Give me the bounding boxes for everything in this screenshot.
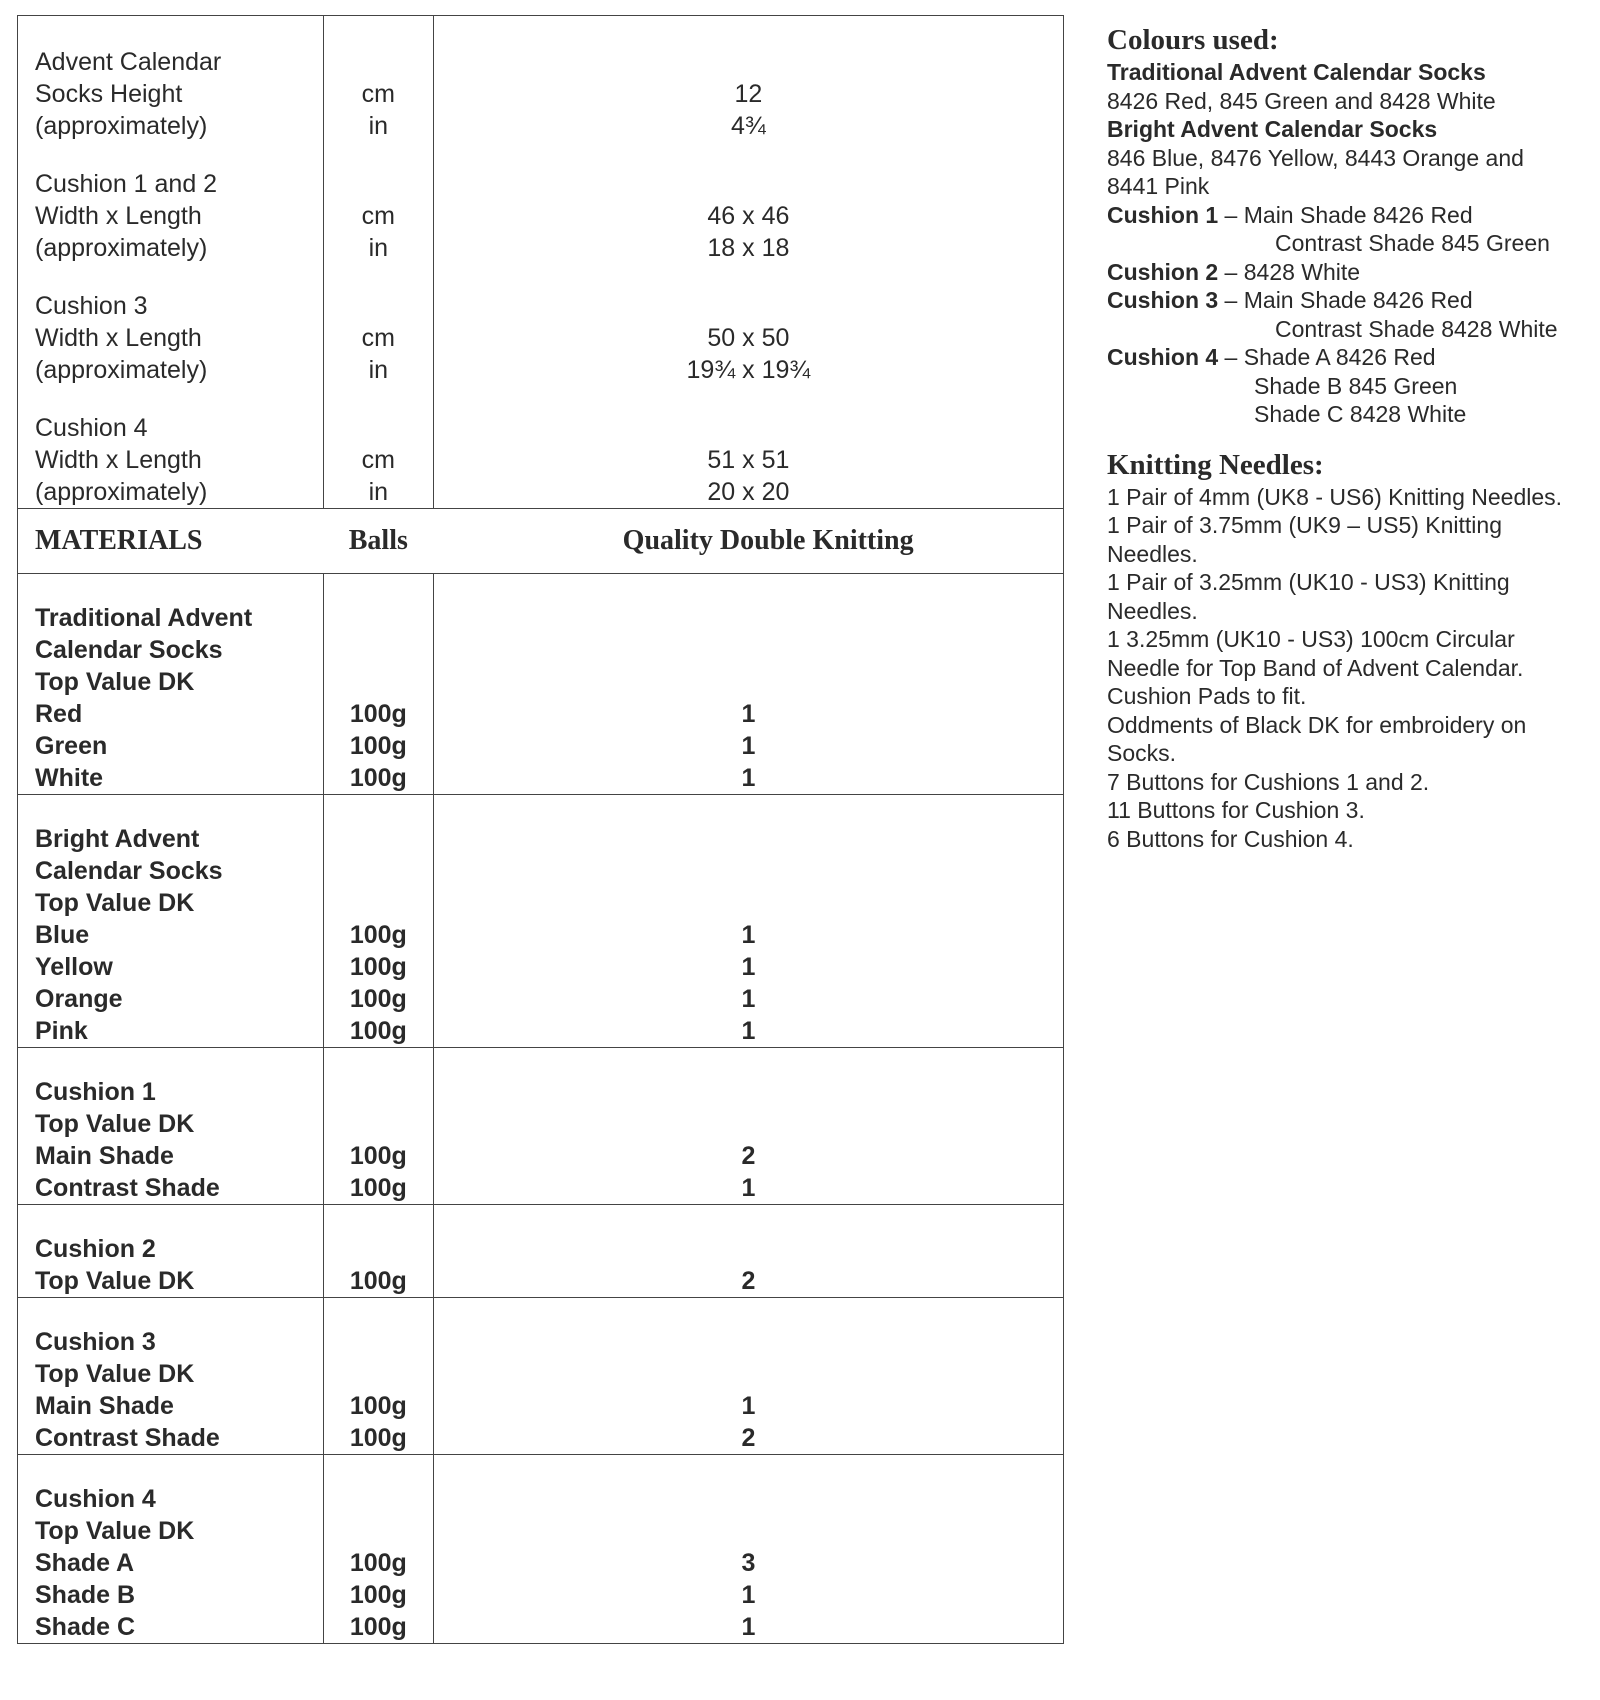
material-weight-cell — [323, 1048, 433, 1205]
unit-in: in — [368, 356, 389, 384]
material-group-title: Bright Advent — [35, 825, 200, 853]
material-item-name: Orange — [35, 985, 123, 1013]
materials-section — [18, 574, 1064, 1644]
material-group-title: Top Value DK — [35, 1110, 195, 1138]
materials-header: MATERIALS — [18, 509, 324, 574]
cushion3-main: – Main Shade 8426 Red — [1218, 287, 1473, 313]
material-item-qty: 1 — [741, 921, 756, 949]
measurement-cm: 12 — [734, 80, 763, 108]
material-item-name: Blue — [35, 921, 90, 949]
material-item-qty: 2 — [741, 1424, 756, 1452]
cushion4-colours — [1107, 343, 1597, 372]
traditional-colours: 8426 Red, 845 Green and 8428 White — [1107, 87, 1496, 114]
spacer — [434, 1076, 1063, 1108]
measurement-row — [18, 142, 1064, 264]
material-group-title: Top Value DK — [35, 1517, 195, 1545]
cell-wrap — [434, 1298, 1063, 1454]
needle-line: 1 Pair of 3.75mm (UK9 – US5) Knitting — [1107, 512, 1502, 538]
measurement-in: 20 x 20 — [707, 478, 790, 506]
spacer — [324, 1358, 433, 1390]
balls-header: Balls — [323, 509, 433, 574]
measurement-label: Cushion 1 and 2 — [35, 170, 218, 198]
unit-cm: cm — [361, 80, 395, 108]
material-item-qty: 1 — [741, 985, 756, 1013]
cushion2-colours — [1107, 258, 1597, 287]
material-item-name: Red — [35, 700, 83, 728]
needle-line: Oddments of Black DK for embroidery on — [1107, 711, 1527, 738]
cushion3-label: Cushion 3 — [1107, 287, 1219, 313]
material-item-weight: 100g — [349, 700, 407, 728]
material-group-title: Top Value DK — [35, 1360, 195, 1388]
cushion4-shade-a: – Shade A 8426 Red — [1218, 344, 1436, 370]
materials-header-row — [18, 509, 1064, 574]
material-group-title: Cushion 2 — [35, 1235, 156, 1263]
material-qty-cell — [433, 1455, 1063, 1644]
needle-line: 1 Pair of 3.25mm (UK10 - US3) Knitting — [1107, 569, 1510, 595]
spacer — [324, 666, 433, 698]
material-item-name: Green — [35, 732, 108, 760]
material-group — [18, 1455, 1064, 1644]
material-item-qty: 1 — [741, 732, 756, 760]
material-qty-cell — [433, 574, 1063, 795]
needle-line: 1 Pair of 4mm (UK8 - US6) Knitting Needles. — [1107, 483, 1563, 510]
measurements-section — [18, 16, 1064, 509]
cell-wrap — [35, 795, 323, 1047]
material-name-cell — [18, 1205, 324, 1298]
material-item-name: Shade A — [35, 1549, 135, 1577]
material-item-name: Main Shade — [35, 1142, 174, 1170]
material-group — [18, 795, 1064, 1048]
material-item-name: Contrast Shade — [35, 1174, 220, 1202]
needle-line: 7 Buttons for Cushions 1 and 2. — [1107, 768, 1430, 795]
unit-in: in — [368, 112, 389, 140]
material-qty-cell — [433, 1298, 1063, 1455]
material-item-qty: 1 — [741, 764, 756, 792]
spacer — [324, 1233, 433, 1265]
material-group-title: Cushion 3 — [35, 1328, 156, 1356]
material-name-cell — [18, 1298, 324, 1455]
cushion1-main: – Main Shade 8426 Red — [1218, 201, 1473, 228]
spacer — [434, 634, 1063, 666]
measurement-label: (approximately) — [35, 112, 208, 140]
spacer — [434, 1515, 1063, 1547]
cushion1-contrast: Contrast Shade 845 Green — [1275, 230, 1550, 256]
material-item-weight: 100g — [349, 1549, 407, 1577]
material-item-qty: 1 — [741, 1174, 756, 1202]
measurement-value-cell — [433, 16, 1063, 143]
needle-line: 11 Buttons for Cushion 3. — [1107, 797, 1365, 823]
measurement-value-cell — [433, 142, 1063, 264]
material-item-qty: 1 — [741, 1581, 756, 1609]
spacer — [324, 1326, 433, 1358]
spacer — [324, 887, 433, 919]
needle-line: Needle for Top Band of Advent Calendar. — [1107, 654, 1524, 681]
material-item-weight: 100g — [349, 1581, 407, 1609]
material-group-title: Calendar Socks — [35, 857, 223, 885]
measurement-label: (approximately) — [35, 356, 208, 384]
cushion1-label: Cushion 1 — [1107, 201, 1219, 228]
spacer — [324, 1108, 433, 1140]
material-item-name: Pink — [35, 1017, 88, 1045]
cell-wrap — [324, 1048, 433, 1204]
needles-heading: Knitting Needles: — [1107, 448, 1324, 481]
unit-cell — [323, 264, 433, 386]
material-item-name: Main Shade — [35, 1392, 174, 1420]
spacer — [434, 666, 1063, 698]
material-weight-cell — [323, 574, 433, 795]
cell-wrap — [324, 1455, 433, 1643]
measurement-label: Advent Calendar — [35, 48, 222, 76]
cell-wrap — [35, 1048, 323, 1204]
material-item-name: Top Value DK — [35, 1267, 195, 1295]
material-item-qty: 1 — [741, 1017, 756, 1045]
material-weight-cell — [323, 1298, 433, 1455]
cell-wrap — [324, 1205, 433, 1297]
material-group — [18, 1298, 1064, 1455]
measurement-cm: 46 x 46 — [707, 202, 790, 230]
cushion3-contrast: Contrast Shade 8428 White — [1275, 315, 1558, 342]
cell-wrap — [434, 1205, 1063, 1297]
measurement-row — [18, 386, 1064, 509]
material-item-name: Contrast Shade — [35, 1424, 220, 1452]
needles-list — [1107, 483, 1597, 854]
material-item-qty: 1 — [741, 1613, 756, 1641]
cell-wrap — [434, 795, 1063, 1047]
cushion4-label: Cushion 4 — [1107, 344, 1219, 370]
measurement-in: 19¾ x 19¾ — [686, 356, 811, 384]
cell-wrap — [434, 1048, 1063, 1204]
cushion4-shade-c: Shade C 8428 White — [1254, 401, 1467, 427]
measurement-label-cell — [18, 142, 324, 264]
cell-wrap — [324, 574, 433, 794]
material-name-cell — [18, 795, 324, 1048]
needle-line: Cushion Pads to fit. — [1107, 683, 1307, 709]
material-item-qty: 2 — [741, 1267, 756, 1295]
measurement-row — [18, 16, 1064, 143]
cell-wrap — [434, 574, 1063, 794]
spacer — [324, 1483, 433, 1515]
needle-line: Needles. — [1107, 540, 1198, 567]
needle-line: 1 3.25mm (UK10 - US3) 100cm Circular — [1107, 626, 1515, 652]
material-group — [18, 1048, 1064, 1205]
material-item-qty: 1 — [741, 700, 756, 728]
measurement-cm: 50 x 50 — [707, 324, 790, 352]
cushion1-colours — [1107, 201, 1597, 230]
material-group-title: Cushion 1 — [35, 1078, 156, 1106]
material-name-cell — [18, 574, 324, 795]
measurement-label: Width x Length — [35, 324, 202, 352]
material-weight-cell — [323, 1205, 433, 1298]
material-weight-cell — [323, 1455, 433, 1644]
unit-cell — [323, 386, 433, 509]
material-item-qty: 2 — [741, 1142, 756, 1170]
measurement-value-cell — [433, 264, 1063, 386]
cushion4-shade-b: Shade B 845 Green — [1254, 372, 1458, 399]
traditional-title: Traditional Advent Calendar Socks — [1107, 59, 1486, 85]
unit-cm: cm — [361, 446, 395, 474]
spacer — [324, 634, 433, 666]
pattern-table — [17, 15, 1064, 1644]
material-group-title: Top Value DK — [35, 668, 195, 696]
spacer — [434, 887, 1063, 919]
measurement-label: Socks Height — [35, 80, 183, 108]
cell-wrap — [35, 1205, 323, 1297]
material-item-weight: 100g — [349, 1142, 407, 1170]
quality-header: Quality Double Knitting — [433, 509, 1063, 574]
material-item-name: Yellow — [35, 953, 113, 981]
material-item-qty: 1 — [741, 953, 756, 981]
material-item-weight: 100g — [349, 921, 407, 949]
material-item-weight: 100g — [349, 985, 407, 1013]
spacer — [434, 1108, 1063, 1140]
material-item-qty: 3 — [741, 1549, 756, 1577]
cushion2-label: Cushion 2 — [1107, 258, 1219, 285]
measurement-row — [18, 264, 1064, 386]
material-item-weight: 100g — [349, 1424, 407, 1452]
material-group-title: Top Value DK — [35, 889, 195, 917]
measurement-label: (approximately) — [35, 478, 208, 506]
material-name-cell — [18, 1455, 324, 1644]
side-panel — [1107, 22, 1597, 853]
measurement-label-cell — [18, 16, 324, 143]
spacer — [434, 1483, 1063, 1515]
colours-heading: Colours used: — [1107, 24, 1279, 56]
spacer — [324, 855, 433, 887]
material-item-weight: 100g — [349, 764, 407, 792]
material-item-weight: 100g — [349, 1613, 407, 1641]
cushion3-colours — [1107, 286, 1597, 315]
cell-wrap — [324, 795, 433, 1047]
unit-cm: cm — [361, 202, 395, 230]
spacer — [434, 823, 1063, 855]
spacer — [434, 1358, 1063, 1390]
material-item-qty: 1 — [741, 1392, 756, 1420]
measurement-label: Cushion 4 — [35, 414, 148, 442]
spacer — [324, 1076, 433, 1108]
material-item-weight: 100g — [349, 953, 407, 981]
measurement-in: 4¾ — [731, 112, 766, 140]
cell-wrap — [434, 1455, 1063, 1643]
cell-wrap — [35, 574, 323, 794]
unit-cell — [323, 16, 433, 143]
needle-line: Needles. — [1107, 597, 1198, 624]
material-item-weight: 100g — [349, 732, 407, 760]
needle-line: Socks. — [1107, 740, 1177, 766]
cushion2-main: – 8428 White — [1218, 258, 1361, 285]
material-qty-cell — [433, 1205, 1063, 1298]
spacer — [434, 1326, 1063, 1358]
material-name-cell — [18, 1048, 324, 1205]
measurement-value-cell — [433, 386, 1063, 509]
measurement-label: Width x Length — [35, 446, 202, 474]
bright-colours-line: 846 Blue, 8476 Yellow, 8443 Orange and — [1107, 144, 1524, 171]
measurement-label: Width x Length — [35, 202, 202, 230]
material-group-title: Cushion 4 — [35, 1485, 156, 1513]
measurement-label: (approximately) — [35, 234, 208, 262]
cell-wrap — [324, 1298, 433, 1454]
unit-in: in — [368, 478, 389, 506]
material-group — [18, 574, 1064, 795]
spacer — [434, 855, 1063, 887]
material-item-name: Shade B — [35, 1581, 136, 1609]
spacer — [434, 602, 1063, 634]
material-group-title: Traditional Advent — [35, 604, 253, 632]
material-item-weight: 100g — [349, 1017, 407, 1045]
unit-cell — [323, 142, 433, 264]
needle-line: 6 Buttons for Cushion 4. — [1107, 825, 1354, 852]
material-qty-cell — [433, 1048, 1063, 1205]
material-item-weight: 100g — [349, 1174, 407, 1202]
material-item-name: Shade C — [35, 1613, 136, 1641]
spacer — [324, 602, 433, 634]
material-item-name: White — [35, 764, 104, 792]
unit-in: in — [368, 234, 389, 262]
unit-cm: cm — [361, 324, 395, 352]
cell-wrap — [35, 1298, 323, 1454]
bright-colours-line: 8441 Pink — [1107, 173, 1210, 199]
spacer — [434, 1233, 1063, 1265]
measurement-label-cell — [18, 386, 324, 509]
bright-title: Bright Advent Calendar Socks — [1107, 116, 1438, 142]
material-weight-cell — [323, 795, 433, 1048]
measurement-in: 18 x 18 — [707, 234, 790, 262]
material-qty-cell — [433, 795, 1063, 1048]
material-item-weight: 100g — [349, 1392, 407, 1420]
material-group — [18, 1205, 1064, 1298]
measurement-label-cell — [18, 264, 324, 386]
material-item-weight: 100g — [349, 1267, 407, 1295]
spacer — [324, 1515, 433, 1547]
measurement-label: Cushion 3 — [35, 292, 148, 320]
cell-wrap — [35, 1455, 323, 1643]
spacer — [324, 823, 433, 855]
measurement-cm: 51 x 51 — [707, 446, 790, 474]
material-group-title: Calendar Socks — [35, 636, 223, 664]
